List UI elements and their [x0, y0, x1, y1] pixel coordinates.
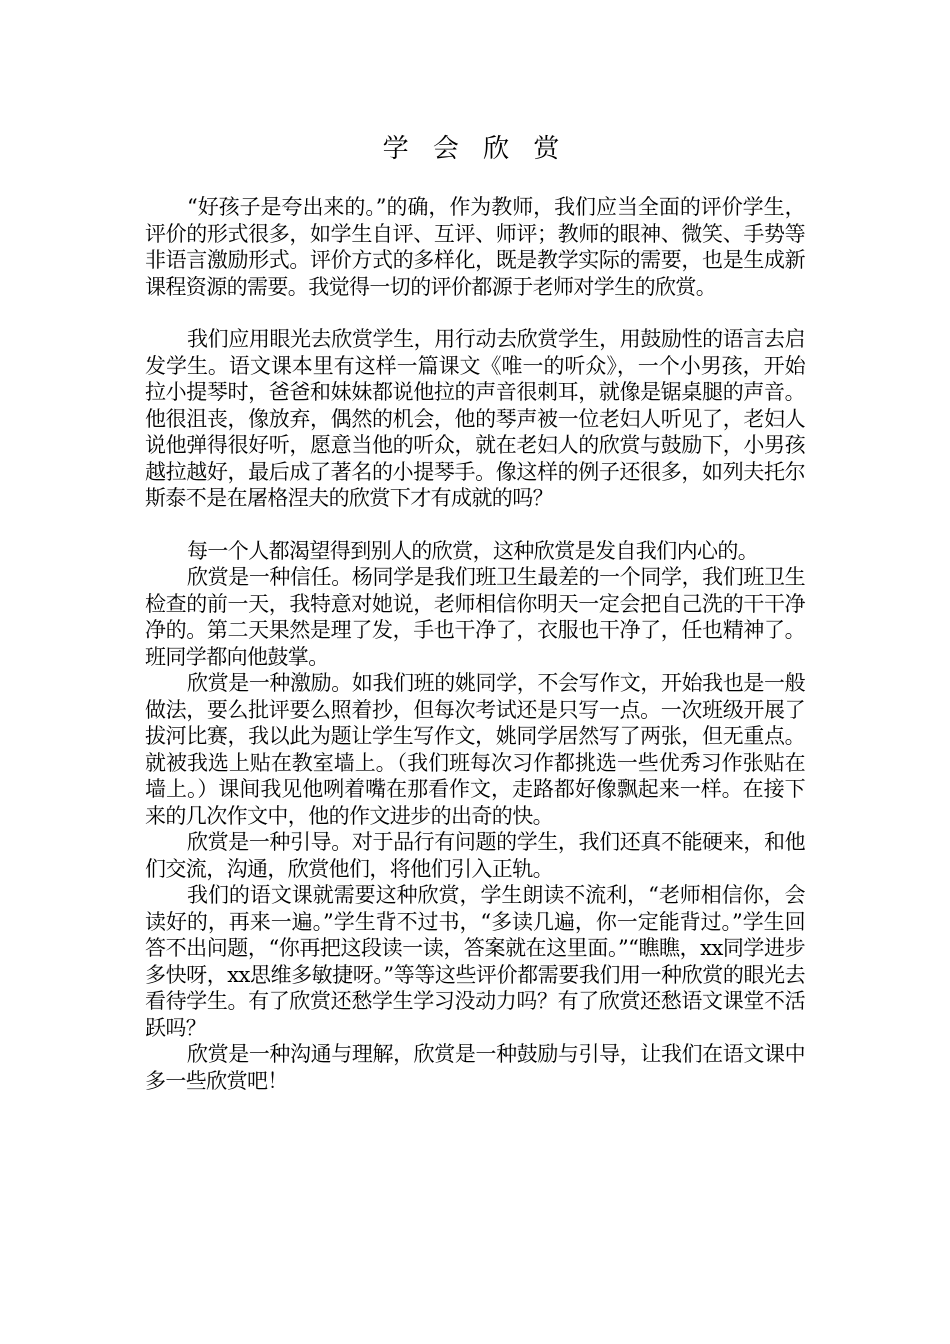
paragraph-guidance: 欣赏是一种引导。对于品行有问题的学生，我们还真不能硬来，和他们交流，沟通，欣赏他们，将他们引入正轨。	[145, 830, 805, 881]
document-body	[145, 194, 805, 1094]
paragraph-motivation: 欣赏是一种激励。如我们班的姚同学，不会写作文，开始我也是一般做法，要么批评要么照着抄，但每次考试还是只写一点。一次班级开展了拔河比赛，我以此为题让学生写作文，姚同学居然写了两张，但无重点。就被我选上贴在教室墙上。（我们班每次习作都挑选一些优秀习作张贴在墙上。）课间我见他咧着嘴在那看作文，走路都好像飘起来一样。在接下来的几次作文中，他的作文进步的出奇的快。	[145, 671, 805, 828]
paragraph-chinese-class: 我们的语文课就需要这种欣赏，学生朗读不流利，“老师相信你，会读好的，再来一遍。”学生背不过书，“多读几遍，你一定能背过。”学生回答不出问题，“你再把这段读一读，答案就在这里面。”“瞧瞧，xx同学进步多快呀，xx思维多敏捷呀。”等等这些评价都需要我们用一种欣赏的眼光去看待学生。有了欣赏还愁学生学习没动力吗？有了欣赏还愁语文课堂不活跃吗？	[145, 883, 805, 1040]
document-title: 学 会 欣 赏	[382, 134, 568, 164]
paragraph-example: 我们应用眼光去欣赏学生，用行动去欣赏学生，用鼓励性的语言去启发学生。语文课本里有这样一篇课文《唯一的听众》，一个小男孩，开始拉小提琴时，爸爸和妹妹都说他拉的声音很刺耳，就像是锯桌腿的声音。他很沮丧，像放弃，偶然的机会，他的琴声被一位老妇人听见了，老妇人说他弹得很好听，愿意当他的听众，就在老妇人的欣赏与鼓励下，小男孩越拉越好，最后成了著名的小提琴手。像这样的例子还很多，如列夫托尔斯泰不是在屠格涅夫的欣赏下才有成就的吗？	[145, 327, 805, 510]
paragraph-desire: 每一个人都渴望得到别人的欣赏，这种欣赏是发自我们内心的。	[187, 538, 759, 563]
paragraph-trust: 欣赏是一种信任。杨同学是我们班卫生最差的一个同学，我们班卫生检查的前一天，我特意对她说，老师相信你明天一定会把自己洗的干干净净的。第二天果然是理了发，手也干净了，衣服也干净了，任也精神了。班同学都向他鼓掌。	[145, 565, 805, 669]
paragraph-gap	[145, 512, 805, 538]
paragraph-intro: “好孩子是夸出来的。”的确，作为教师，我们应当全面的评价学生，评价的形式很多，如学生自评、互评、师评；教师的眼神、微笑、手势等非语言激励形式。评价方式的多样化，既是教学实际的需要，也是生成新课程资源的需要。我觉得一切的评价都源于老师对学生的欣赏。	[145, 195, 805, 299]
paragraph-gap	[145, 300, 805, 326]
paragraph-conclusion: 欣赏是一种沟通与理解，欣赏是一种鼓励与引导，让我们在语文课中多一些欣赏吧！	[145, 1042, 805, 1093]
